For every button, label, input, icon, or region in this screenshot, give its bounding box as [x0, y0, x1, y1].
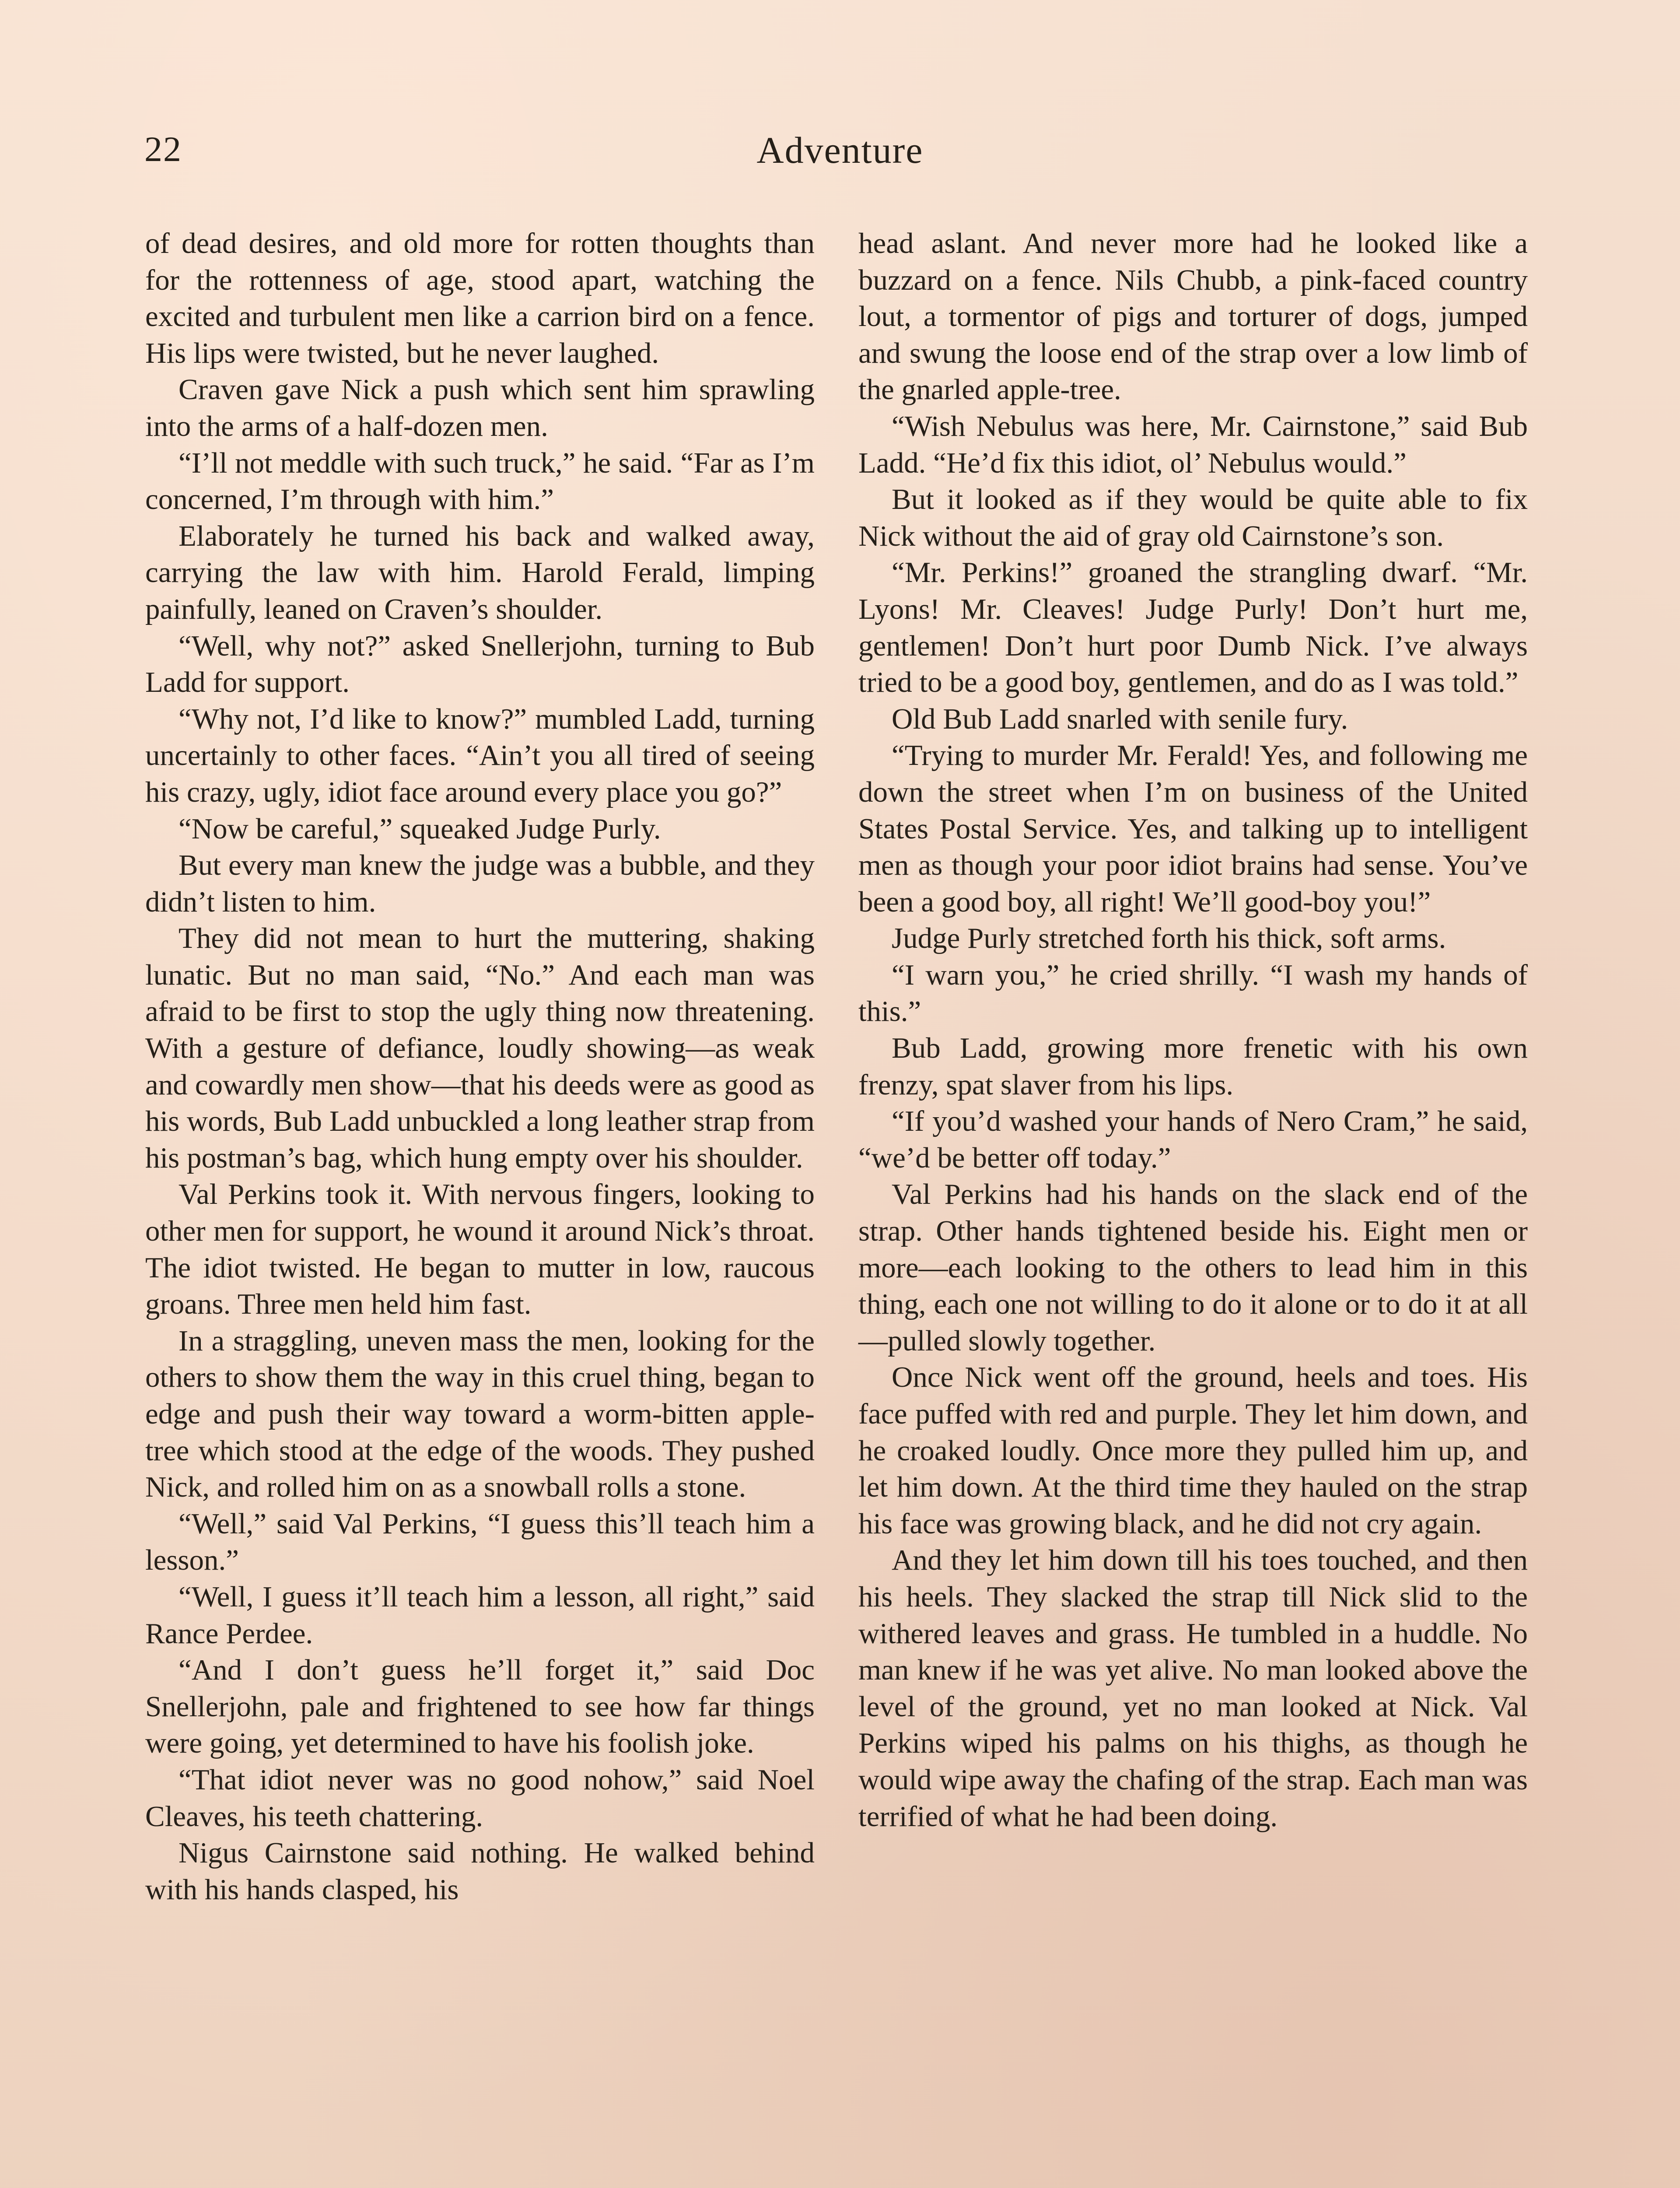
paragraph: But every man knew the judge was a bubble, and they didn’t listen to him.: [145, 849, 815, 918]
paragraph: Once Nick went off the ground, heels and toes. His face puffed with red and purple. They let him down, and he croaked loudly. Once more they pulled him up, and let him down. At the third time they hauled on the strap his face was growing black, and he did not cry again.: [858, 1361, 1528, 1540]
paragraph: They did not mean to hurt the muttering, shaking lunatic. But no man said, “No.” And each man was afraid to be first to stop the ugly thing now threatening. With a gesture of defiance, loudly showing—as weak and cowardly men show—that his deeds were as good as his words, Bub Ladd unbuckled a long leather strap from his postman’s bag, which hung empty over his shoulder.: [145, 922, 815, 1174]
paragraph: “Well, I guess it’ll teach him a lesson, all right,” said Rance Perdee.: [145, 1580, 815, 1650]
paragraph: Bub Ladd, growing more frenetic with his own frenzy, spat slaver from his lips.: [858, 1032, 1528, 1101]
page-number: 22: [144, 129, 182, 169]
paragraph: Elaborately he turned his back and walked away, carrying the law with him. Harold Ferald, limping painfully, leaned on Craven’s shoulder.: [145, 519, 815, 625]
paragraph: “Trying to murder Mr. Ferald! Yes, and following me down the street when I’m on business of the United States Postal Service. Yes, and talking up to intelligent men as though your poor idiot brains had sense. You’ve been a good boy, all right! We’ll good-boy you!”: [858, 739, 1528, 918]
paragraph: head aslant. And never more had he looked like a buzzard on a fence. Nils Chubb, a pink-faced country lout, a tormentor of pigs and torturer of dogs, jumped and swung the loose end of the strap over a low limb of the gnarled apple-tree.: [858, 227, 1528, 406]
paragraph: “And I don’t guess he’ll forget it,” said Doc Snellerjohn, pale and frightened to see how far things were going, yet determined to have his foolish joke.: [145, 1654, 815, 1760]
paragraph: Old Bub Ladd snarled with senile fury.: [892, 702, 1348, 735]
paragraph: “Well, why not?” asked Snellerjohn, turning to Bub Ladd for support.: [145, 629, 815, 699]
left-column: [145, 225, 815, 1908]
paragraph: Judge Purly stretched forth his thick, soft arms.: [892, 922, 1446, 955]
paragraph: But it looked as if they would be quite able to fix Nick without the aid of gray old Cairnstone’s son.: [858, 483, 1528, 552]
paragraph: “Wish Nebulus was here, Mr. Cairnstone,” said Bub Ladd. “He’d fix this idiot, ol’ Nebulus would.”: [858, 410, 1528, 479]
running-head: Adventure: [756, 129, 924, 171]
paragraph: “Mr. Perkins!” groaned the strangling dwarf. “Mr. Lyons! Mr. Cleaves! Judge Purly! Don’t hurt me, gentlemen! Don’t hurt poor Dumb Nick. I’ve always tried to be a good boy, gentlemen, and do as I was told.”: [858, 556, 1528, 699]
paragraph: of dead desires, and old more for rotten thoughts than for the rottenness of age, stood apart, watching the excited and turbulent men like a carrion bird on a fence. His lips were twisted, but he never laughed.: [145, 227, 815, 369]
paragraph: In a straggling, uneven mass the men, looking for the others to show them the way in this cruel thing, began to edge and push their way toward a worm-bitten apple-tree which stood at the edge of the woods. They pushed Nick, and rolled him on as a snowball rolls a stone.: [145, 1324, 815, 1504]
paragraph: Craven gave Nick a push which sent him sprawling into the arms of a half-dozen men.: [145, 373, 815, 442]
paragraph: “Why not, I’d like to know?” mumbled Ladd, turning uncertainly to other faces. “Ain’t you all tired of seeing his crazy, ugly, idiot face around every place you go?”: [145, 702, 815, 808]
right-column: [858, 225, 1528, 1835]
paragraph: Val Perkins had his hands on the slack end of the strap. Other hands tightened beside his. Eight men or more—each looking to the others to lead him in this thing, each one not willing to do it alone or to do it at all—pulled slowly together.: [858, 1178, 1528, 1357]
paragraph: “I warn you,” he cried shrilly. “I wash my hands of this.”: [858, 958, 1528, 1028]
paragraph: Val Perkins took it. With nervous fingers, looking to other men for support, he wound it around Nick’s throat. The idiot twisted. He began to mutter in low, raucous groans. Three men held him fast.: [145, 1178, 815, 1321]
paragraph: “Well,” said Val Perkins, “I guess this’ll teach him a lesson.”: [145, 1507, 815, 1577]
paragraph: “Now be careful,” squeaked Judge Purly.: [178, 812, 661, 845]
paragraph: Nigus Cairnstone said nothing. He walked behind with his hands clasped, his: [145, 1837, 815, 1906]
paragraph: “That idiot never was no good nohow,” said Noel Cleaves, his teeth chattering.: [145, 1763, 815, 1833]
paragraph: “If you’d washed your hands of Nero Cram,” he said, “we’d be better off today.”: [858, 1105, 1528, 1174]
paragraph: “I’ll not meddle with such truck,” he said. “Far as I’m concerned, I’m through with him.”: [145, 446, 815, 516]
paragraph: And they let him down till his toes touched, and then his heels. They slacked the strap till Nick slid to the withered leaves and grass. He tumbled in a huddle. No man knew if he was yet alive. No man looked above the level of the ground, yet no man looked at Nick. Val Perkins wiped his palms on his thighs, as though he would wipe away the chafing of the strap. Each man was terrified of what he had been doing.: [858, 1544, 1528, 1833]
